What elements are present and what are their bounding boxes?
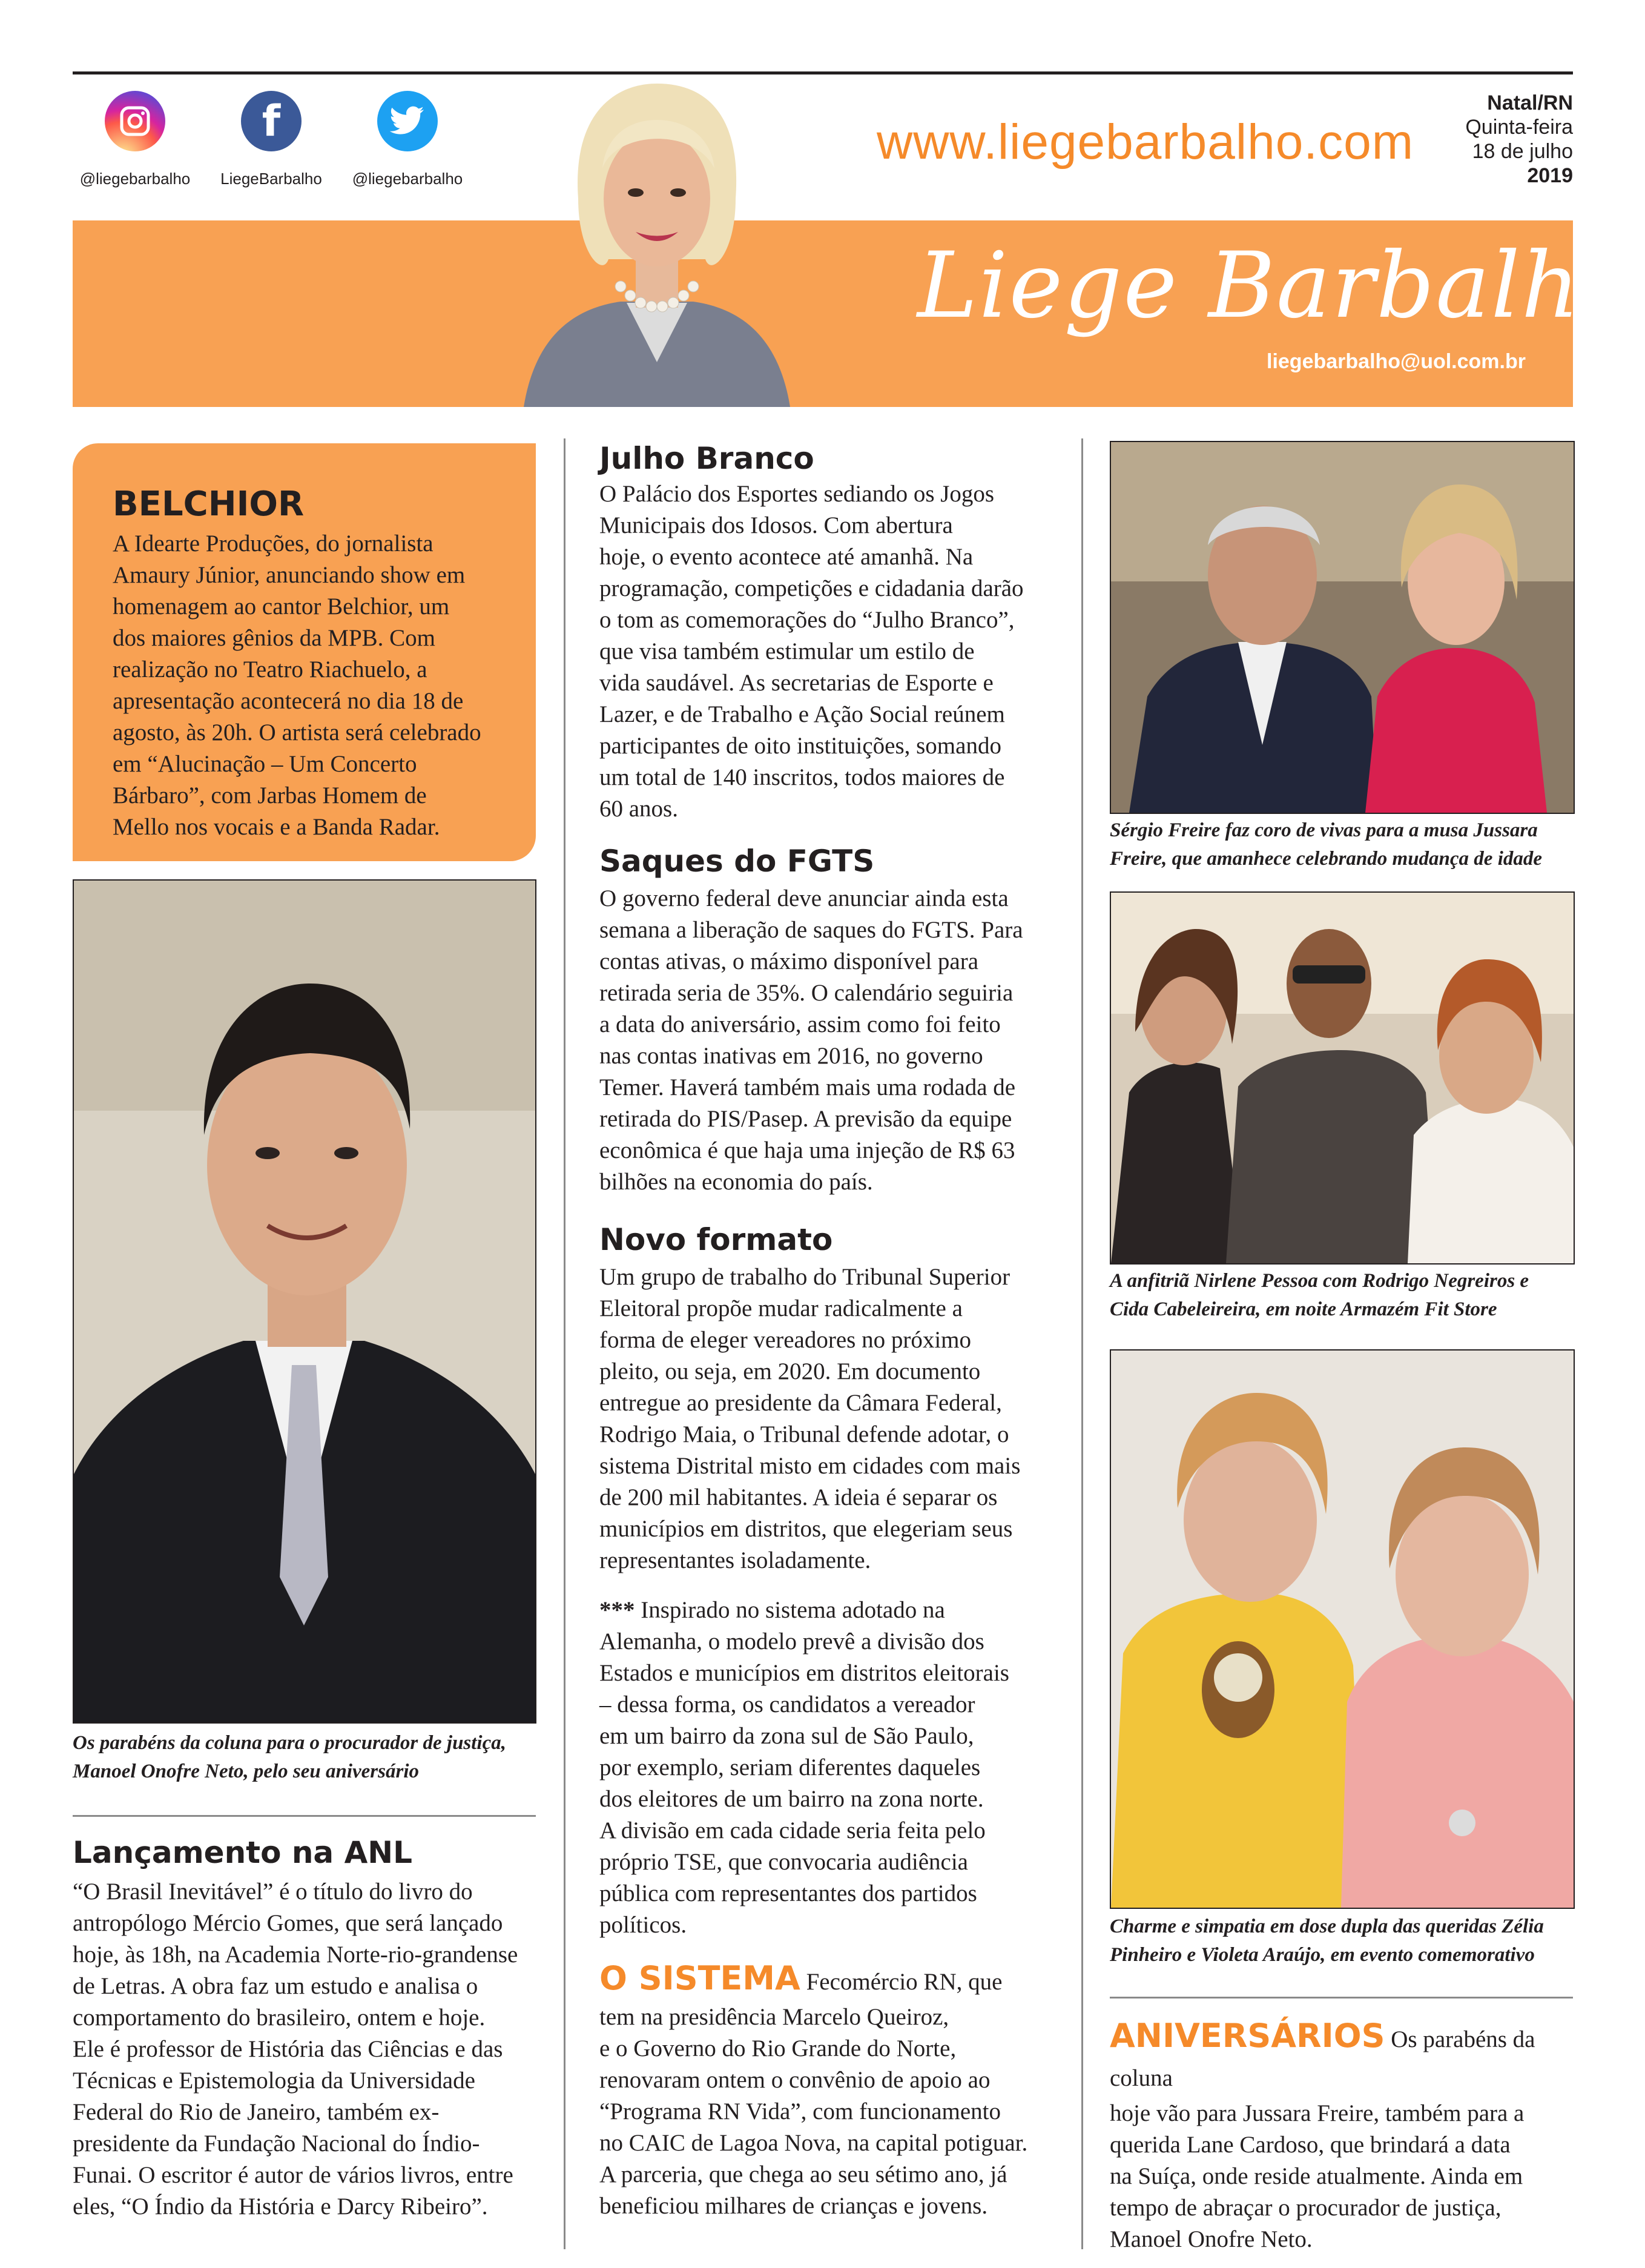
caption-line: A anfitriã Nirlene Pessoa com Rodrigo Negreiros e xyxy=(1110,1270,1529,1292)
text-line: Rodrigo Maia, o Tribunal defende adotar, o xyxy=(599,1421,1009,1447)
sistema-title: O SISTEMA xyxy=(599,1959,800,1997)
text-line: contas ativas, o máximo disponível para xyxy=(599,948,979,974)
text-line: comportamento do brasileiro, ontem e hoje. xyxy=(73,2005,486,2031)
belchior-title: BELCHIOR xyxy=(113,484,305,524)
text-line: por exemplo, seriam diferentes daqueles xyxy=(599,1754,981,1780)
text-line: em “Alucinação – Um Concerto xyxy=(113,751,417,777)
social-facebook[interactable] xyxy=(199,91,344,188)
text-line: presidente da Fundação Nacional do Índio- xyxy=(73,2131,480,2157)
text-line: O Palácio dos Esportes sediando os Jogos xyxy=(599,481,995,507)
text-line: Municipais dos Idosos. Com abertura xyxy=(599,512,953,538)
anl-text xyxy=(73,1876,545,2223)
text-line: agosto, às 20h. O artista será celebrado xyxy=(113,719,481,746)
text-line: antropólogo Mércio Gomes, que será lançado xyxy=(73,1910,503,1936)
text-line: Alemanha, o modelo prevê a divisão dos xyxy=(599,1628,984,1655)
columnist-portrait xyxy=(512,78,802,407)
text-line: apresentação acontecerá no dia 18 de xyxy=(113,688,464,714)
text-line: realização no Teatro Riachuelo, a xyxy=(113,656,427,683)
text-line: de 200 mil habitantes. A ideia é separar os xyxy=(599,1484,998,1510)
caption-sergio-jussara xyxy=(1110,816,1582,873)
text-line: O governo federal deve anunciar ainda esta xyxy=(599,885,1009,911)
dateline-city: Natal/RN xyxy=(1487,91,1573,114)
caption-line: Os parabéns da coluna para o procurador de justiça, xyxy=(73,1732,506,1754)
text-line: Estados e municípios em distritos eleitorais xyxy=(599,1660,1009,1686)
fgts-text xyxy=(599,883,1060,1198)
text-line: pública com representantes dos partidos xyxy=(599,1880,977,1906)
caption-line: Charme e simpatia em dose dupla das queridas Zélia xyxy=(1110,1916,1544,1937)
text-line: Funai. O escritor é autor de vários livros, entre xyxy=(73,2162,513,2188)
text-line: econômica é que haja uma injeção de R$ 63 xyxy=(599,1137,1015,1163)
text-line: Manoel Onofre Neto. xyxy=(1110,2226,1313,2252)
instagram-icon xyxy=(105,91,165,151)
caption-nirlene xyxy=(1110,1267,1582,1324)
sistema-text xyxy=(599,1959,1066,2222)
text-line: que visa também estimular um estilo de xyxy=(599,638,975,664)
website-link[interactable]: www.liegebarbalho.com xyxy=(877,114,1414,170)
text-line: Federal do Rio de Janeiro, também ex- xyxy=(73,2099,440,2125)
text-line: de Letras. A obra faz um estudo e analisa o xyxy=(73,1973,478,1999)
text-line: um total de 140 inscritos, todos maiores de xyxy=(599,764,1005,790)
text-line: “O Brasil Inevitável” é o título do livro do xyxy=(73,1879,473,1905)
julho-text xyxy=(599,478,1060,825)
facebook-icon: f xyxy=(241,91,302,151)
twitter-handle: @liegebarbalho xyxy=(352,170,463,188)
caption-line: Pinheiro e Violeta Araújo, em evento comemorativo xyxy=(1110,1944,1535,1966)
social-instagram[interactable] xyxy=(62,91,208,188)
text-line: – dessa forma, os candidatos a vereador xyxy=(599,1691,975,1718)
text-line: pleito, ou seja, em 2020. Em documento xyxy=(599,1358,981,1384)
triple-asterisk: *** xyxy=(599,1597,635,1623)
columnist-email[interactable]: liegebarbalho@uol.com.br xyxy=(1267,350,1526,373)
caption-line: Manoel Onofre Neto, pelo seu aniversário xyxy=(73,1761,419,1782)
caption-line: Cida Cabeleireira, em noite Armazém Fit Store xyxy=(1110,1298,1497,1320)
facebook-handle: LiegeBarbalho xyxy=(220,170,322,188)
text-line: retirada do PIS/Pasep. A previsão da equipe xyxy=(599,1106,1012,1132)
belchior-text xyxy=(113,528,524,843)
text-line: Um grupo de trabalho do Tribunal Superior xyxy=(599,1264,1010,1290)
text-line: vida saudável. As secretarias de Esporte e xyxy=(599,670,994,696)
text-line: A divisão em cada cidade seria feita pelo xyxy=(599,1817,986,1843)
text-line: o tom as comemorações do “Julho Branco”, xyxy=(599,607,1015,633)
aniversarios-text xyxy=(1110,2017,1582,2255)
twitter-icon xyxy=(377,91,438,151)
text-line: hoje, o evento acontece até amanhã. Na xyxy=(599,544,974,570)
text-line: beneficiou milhares de crianças e jovens. xyxy=(599,2193,988,2219)
text-line: Mello nos vocais e a Banda Radar. xyxy=(113,814,440,840)
text-fragment: Inspirado no sistema adotado na xyxy=(635,1597,945,1623)
text-line: “Programa RN Vida”, com funcionamento xyxy=(599,2098,1001,2124)
text-line: 60 anos. xyxy=(599,796,678,822)
text-line: Temer. Haverá também mais uma rodada de xyxy=(599,1074,1016,1100)
text-line: tem na presidência Marcelo Queiroz, xyxy=(599,2004,949,2030)
section-rule xyxy=(1110,1997,1573,1999)
text-line: A Idearte Produções, do jornalista xyxy=(113,531,434,557)
text-line: no CAIC de Lagoa Nova, na capital potiguar. xyxy=(599,2130,1028,2156)
text-line: querida Lane Cardoso, que brindará a data xyxy=(1110,2132,1511,2158)
dateline xyxy=(1465,91,1573,188)
section-rule xyxy=(73,1815,536,1817)
text-line: dos eleitores de um bairro na zona norte. xyxy=(599,1786,984,1812)
text-line: na Suíça, onde reside atualmente. Ainda em xyxy=(1110,2163,1523,2189)
photo-sergio-jussara xyxy=(1110,441,1575,814)
text-line: próprio TSE, que convocaria audiência xyxy=(599,1849,968,1875)
text-line: Bárbaro”, com Jarbas Homem de xyxy=(113,782,427,808)
formato-title: Novo formato xyxy=(599,1222,833,1257)
text-line: e o Governo do Rio Grande do Norte, xyxy=(599,2035,957,2061)
text-line: semana a liberação de saques do FGTS. Para xyxy=(599,917,1023,943)
photo-manoel-onofre xyxy=(73,879,536,1724)
social-twitter[interactable] xyxy=(335,91,480,188)
text-line xyxy=(599,1959,1066,2002)
text-line: representantes isoladamente. xyxy=(599,1547,871,1573)
column-rule-right xyxy=(1081,438,1083,2249)
alemanha-text xyxy=(599,1595,1060,1941)
text-line: Ele é professor de História das Ciências e das xyxy=(73,2036,503,2062)
text-line: retirada seria de 35%. O calendário seguiria xyxy=(599,980,1014,1006)
text-line: Amaury Júnior, anunciando show em xyxy=(113,562,466,588)
aniversarios-title: ANIVERSÁRIOS xyxy=(1110,2017,1385,2055)
text-line: hoje vão para Jussara Freire, também para a xyxy=(1110,2100,1525,2126)
text-line xyxy=(599,1595,1060,1626)
text-line: forma de eleger vereadores no próximo xyxy=(599,1327,971,1353)
fgts-title: Saques do FGTS xyxy=(599,844,875,879)
text-line: políticos. xyxy=(599,1912,687,1938)
text-line: programação, competições e cidadania darão xyxy=(599,575,1024,601)
text-line: bilhões na economia do país. xyxy=(599,1169,873,1195)
text-line: renovaram ontem o convênio de apoio ao xyxy=(599,2067,991,2093)
text-line xyxy=(1110,2017,1582,2098)
text-line: Técnicas e Epistemologia da Universidade xyxy=(73,2068,475,2094)
text-line: a data do aniversário, assim como foi feito xyxy=(599,1011,1001,1037)
text-line: participantes de oito instituições, somando xyxy=(599,733,1001,759)
text-line: Eleitoral propõe mudar radicalmente a xyxy=(599,1295,963,1321)
dateline-weekday: Quinta-feira xyxy=(1465,116,1573,139)
caption-line: Sérgio Freire faz coro de vivas para a musa Jussara xyxy=(1110,819,1538,841)
caption-manoel-onofre xyxy=(73,1729,545,1786)
dateline-year: 2019 xyxy=(1527,164,1573,187)
text-line: entregue ao presidente da Câmara Federal, xyxy=(599,1390,1002,1416)
text-line: homenagem ao cantor Belchior, um xyxy=(113,593,450,620)
dateline-date: 18 de julho xyxy=(1472,140,1573,163)
text-line: eles, “O Índio da História e Darcy Ribeiro”. xyxy=(73,2194,488,2220)
text-line: hoje, às 18h, na Academia Norte-rio-grandense xyxy=(73,1942,518,1968)
caption-line: Freire, que amanhece celebrando mudança de idade xyxy=(1110,848,1543,870)
text-line: Lazer, e de Trabalho e Ação Social reúnem xyxy=(599,701,1005,727)
instagram-handle: @liegebarbalho xyxy=(79,170,191,188)
text-line: municípios em distritos, que elegeriam seus xyxy=(599,1516,1013,1542)
photo-nirlene-rodrigo-cida xyxy=(1110,891,1575,1265)
text-line: A parceria, que chega ao seu sétimo ano, já xyxy=(599,2161,1007,2187)
julho-title: Julho Branco xyxy=(599,441,814,476)
top-rule xyxy=(73,71,1573,74)
formato-text xyxy=(599,1261,1060,1576)
caption-zelia-violeta xyxy=(1110,1913,1582,1969)
text-line: em um bairro da zona sul de São Paulo, xyxy=(599,1723,974,1749)
columnist-name: Liege Barbalho xyxy=(917,233,1637,339)
column-rule-left xyxy=(564,438,565,2249)
text-fragment: Os parabéns da coluna xyxy=(1110,2026,1535,2091)
text-line: tempo de abraçar o procurador de justiça, xyxy=(1110,2195,1502,2221)
anl-title: Lançamento na ANL xyxy=(73,1835,412,1870)
photo-zelia-violeta xyxy=(1110,1349,1575,1909)
text-line: nas contas inativas em 2016, no governo xyxy=(599,1043,983,1069)
text-line: dos maiores gênios da MPB. Com xyxy=(113,625,435,651)
text-line: sistema Distrital misto em cidades com mais xyxy=(599,1453,1021,1479)
text-fragment: Fecomércio RN, que xyxy=(800,1969,1003,1995)
